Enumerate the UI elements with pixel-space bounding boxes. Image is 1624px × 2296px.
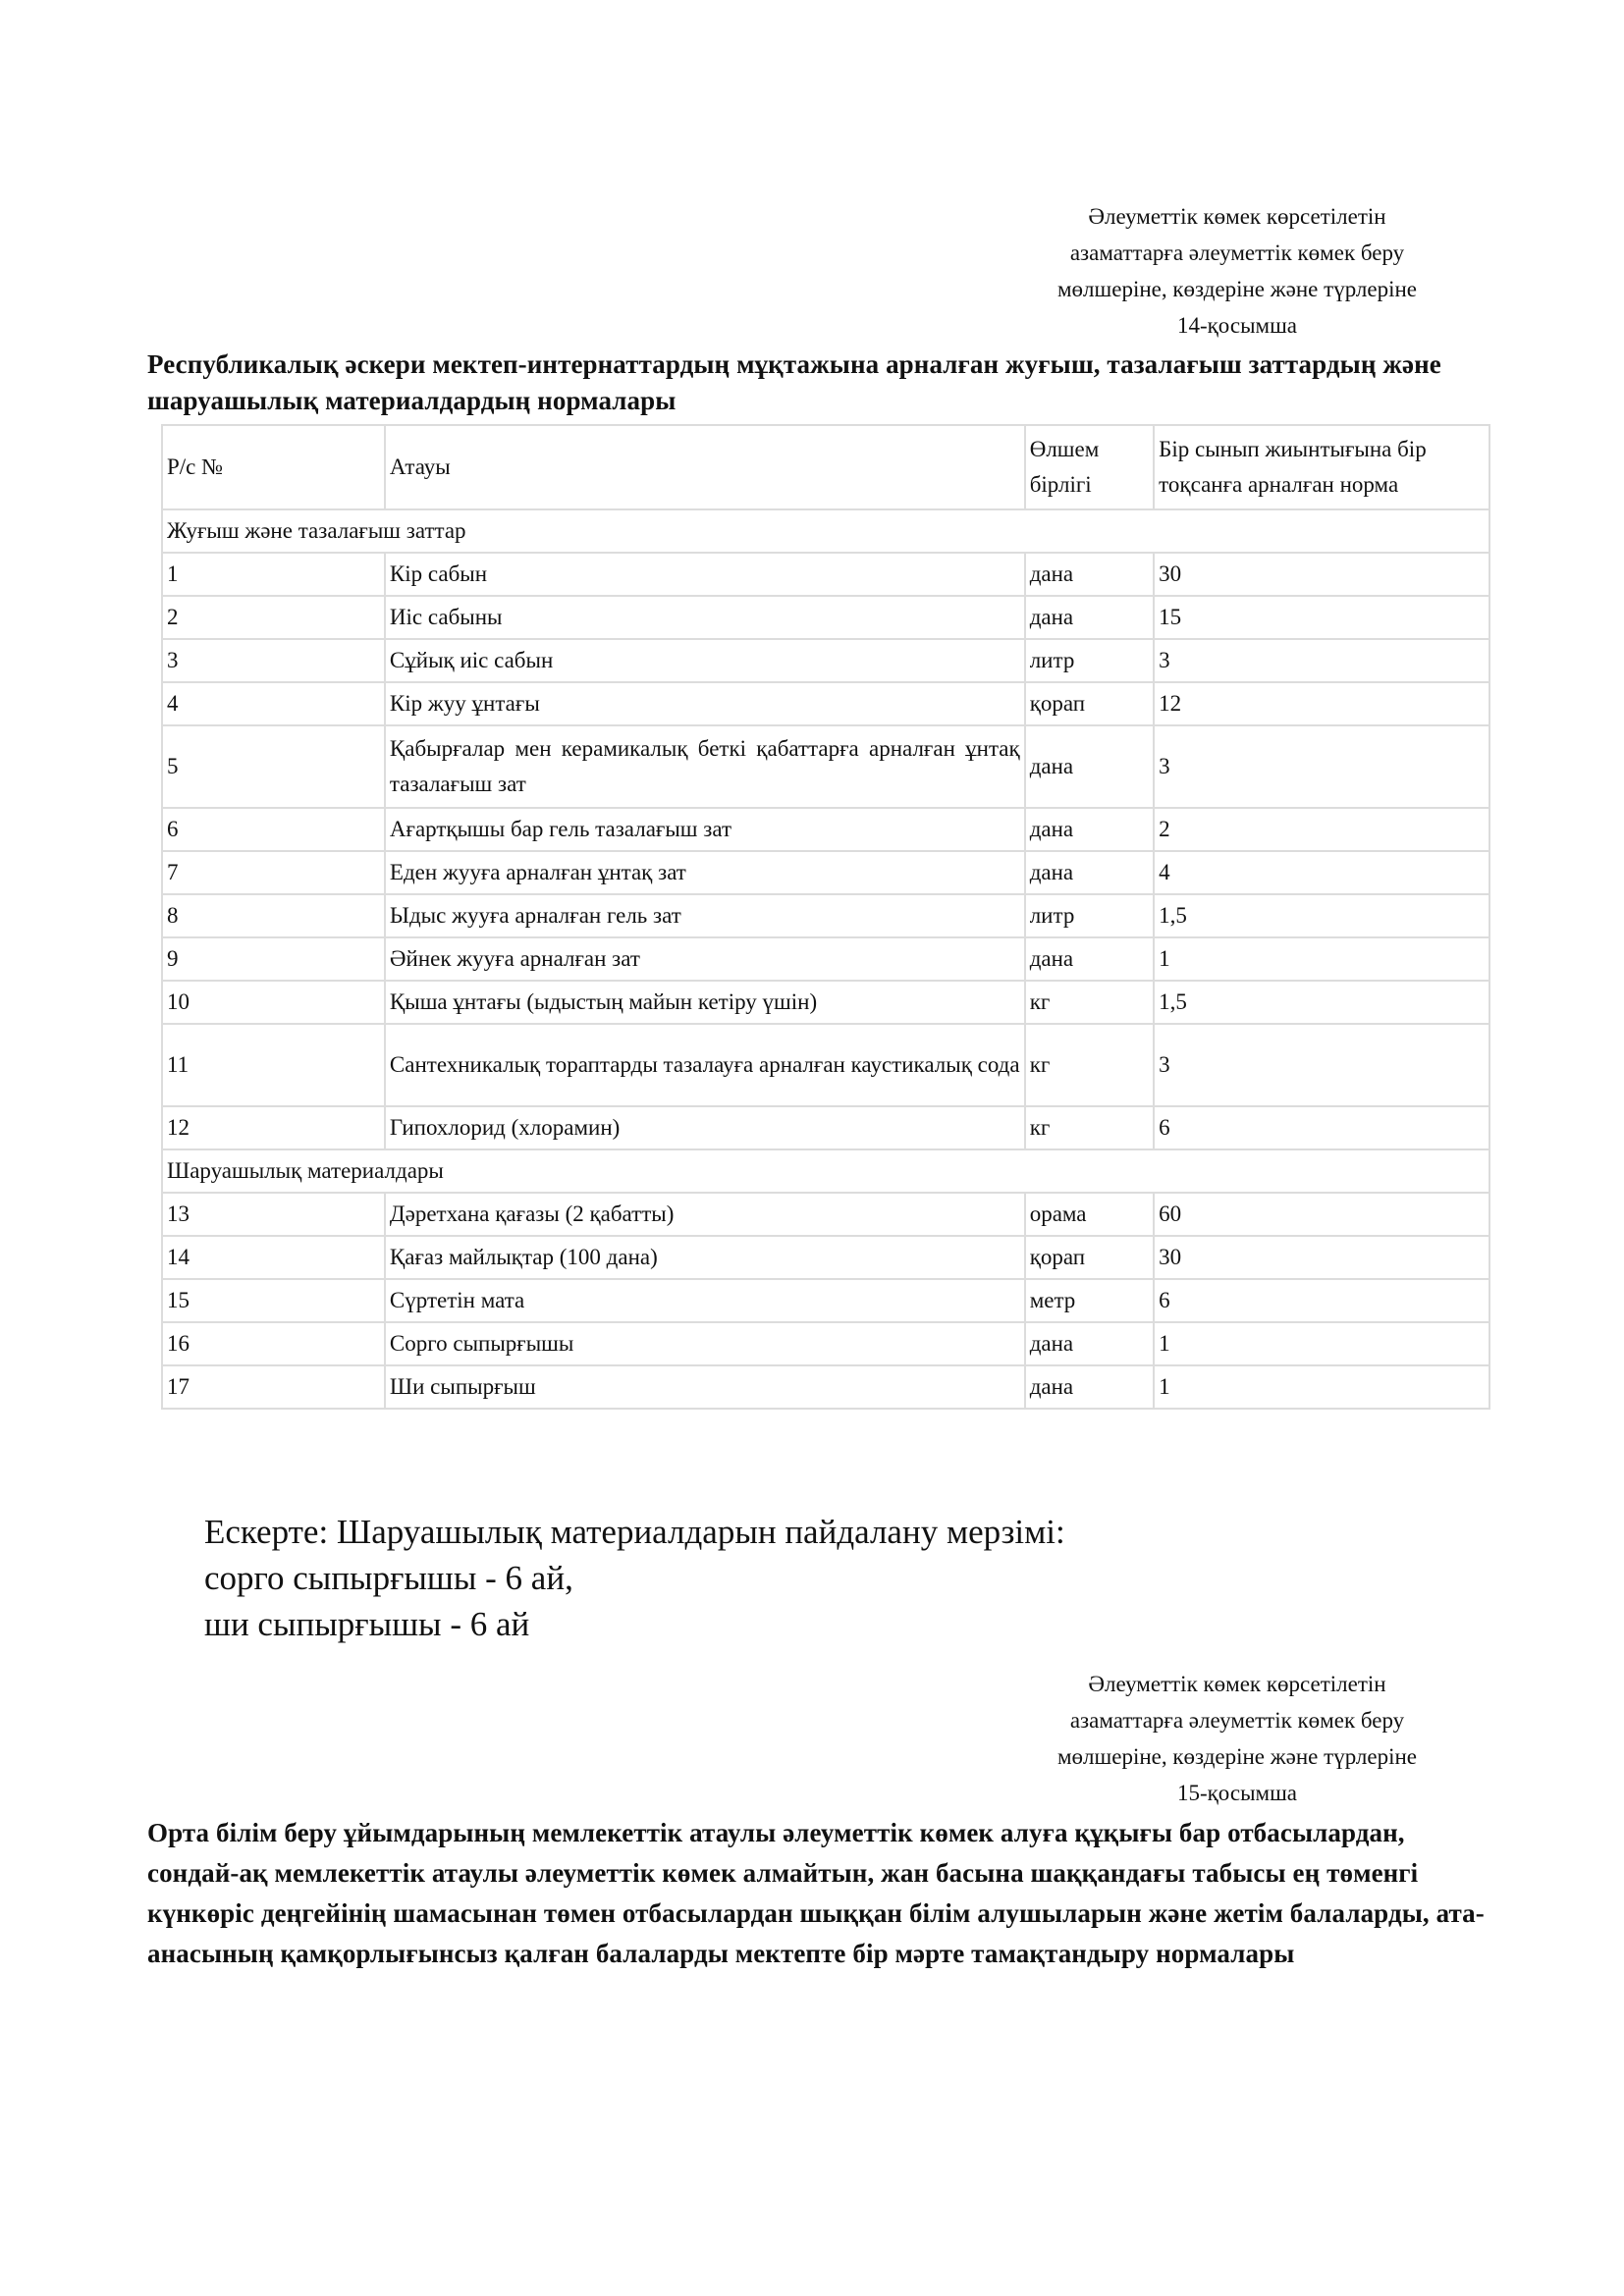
cell-name: Кір сабын bbox=[385, 553, 1025, 596]
cell-num: 4 bbox=[162, 682, 385, 725]
cell-unit: орама bbox=[1025, 1193, 1154, 1236]
cell-name: Дәретхана қағазы (2 қабатты) bbox=[385, 1193, 1025, 1236]
cell-num: 10 bbox=[162, 981, 385, 1024]
cell-num: 15 bbox=[162, 1279, 385, 1322]
table-row bbox=[162, 808, 1489, 851]
table-title: Республикалық әскери мектеп-интернаттардың мұқтажына арналған жуғыш, тазалағыш заттардың және шаруашылық материалдардың нормалары bbox=[147, 349, 1441, 415]
note bbox=[204, 1509, 1065, 1647]
table-row bbox=[162, 1024, 1489, 1106]
cell-num: 17 bbox=[162, 1365, 385, 1409]
table-row bbox=[162, 1193, 1489, 1236]
cell-unit: дана bbox=[1025, 725, 1154, 808]
table-row bbox=[162, 1365, 1489, 1409]
header-norm: Бір сынып жиынтығына бір тоқсанға арналған норма bbox=[1154, 425, 1489, 509]
table-row bbox=[162, 553, 1489, 596]
cell-unit: кг bbox=[1025, 1106, 1154, 1149]
cell-num: 3 bbox=[162, 639, 385, 682]
cell-norm: 1 bbox=[1154, 937, 1489, 981]
cell-num: 9 bbox=[162, 937, 385, 981]
note-line: Ескерте: Шаруашылық материалдарын пайдалану мерзімі: bbox=[204, 1513, 1065, 1551]
cell-name: Қағаз майлықтар (100 дана) bbox=[385, 1236, 1025, 1279]
cell-num: 5 bbox=[162, 725, 385, 808]
cell-num: 7 bbox=[162, 851, 385, 894]
cell-unit: кг bbox=[1025, 981, 1154, 1024]
cell-name: Иіс сабыны bbox=[385, 596, 1025, 639]
note-line: ши сыпырғышы - 6 ай bbox=[204, 1605, 530, 1643]
cell-norm: 2 bbox=[1154, 808, 1489, 851]
cell-unit: кг bbox=[1025, 1024, 1154, 1106]
cell-name: Еден жууға арналған ұнтақ зат bbox=[385, 851, 1025, 894]
cell-norm: 4 bbox=[1154, 851, 1489, 894]
appendix-line: Әлеуметтік көмек көрсетілетін bbox=[1088, 1672, 1386, 1696]
cell-unit: дана bbox=[1025, 851, 1154, 894]
header-num: Р/с № bbox=[162, 425, 385, 509]
appendix-line: азаматтарға әлеуметтік көмек беру bbox=[1069, 240, 1405, 265]
table-row bbox=[162, 1322, 1489, 1365]
cell-unit: литр bbox=[1025, 639, 1154, 682]
cell-name: Кір жуу ұнтағы bbox=[385, 682, 1025, 725]
norms-table bbox=[161, 424, 1490, 1410]
cell-name: Ағартқышы бар гель тазалағыш зат bbox=[385, 808, 1025, 851]
cell-unit: қорап bbox=[1025, 1236, 1154, 1279]
cell-norm: 6 bbox=[1154, 1106, 1489, 1149]
appendix-14-caption bbox=[982, 198, 1492, 344]
appendix-line: азаматтарға әлеуметтік көмек беру bbox=[1069, 1708, 1405, 1733]
cell-norm: 30 bbox=[1154, 1236, 1489, 1279]
table-row bbox=[162, 851, 1489, 894]
cell-unit: дана bbox=[1025, 1365, 1154, 1409]
cell-norm: 1 bbox=[1154, 1322, 1489, 1365]
cell-name: Қыша ұнтағы (ыдыстың майын кетіру үшін) bbox=[385, 981, 1025, 1024]
cell-norm: 1 bbox=[1154, 1365, 1489, 1409]
cell-unit: дана bbox=[1025, 1322, 1154, 1365]
table-row bbox=[162, 1279, 1489, 1322]
cell-name: Гипохлорид (хлорамин) bbox=[385, 1106, 1025, 1149]
table-row bbox=[162, 937, 1489, 981]
table-row bbox=[162, 894, 1489, 937]
cell-name: Сорго сыпырғышы bbox=[385, 1322, 1025, 1365]
cell-norm: 15 bbox=[1154, 596, 1489, 639]
appendix-line: мөлшеріне, көздеріне және түрлеріне bbox=[1057, 277, 1417, 301]
cell-norm: 60 bbox=[1154, 1193, 1489, 1236]
cell-unit: қорап bbox=[1025, 682, 1154, 725]
cell-num: 13 bbox=[162, 1193, 385, 1236]
section-row bbox=[162, 509, 1489, 553]
table-row bbox=[162, 1236, 1489, 1279]
cell-unit: метр bbox=[1025, 1279, 1154, 1322]
cell-num: 16 bbox=[162, 1322, 385, 1365]
table-row bbox=[162, 1106, 1489, 1149]
cell-name: Ыдыс жууға арналған гель зат bbox=[385, 894, 1025, 937]
table-header-row bbox=[162, 425, 1489, 509]
table-row bbox=[162, 639, 1489, 682]
header-name: Атауы bbox=[385, 425, 1025, 509]
cell-num: 12 bbox=[162, 1106, 385, 1149]
table-row bbox=[162, 682, 1489, 725]
cell-name: Әйнек жууға арналған зат bbox=[385, 937, 1025, 981]
appendix-line: мөлшеріне, көздеріне және түрлеріне bbox=[1057, 1744, 1417, 1769]
cell-name: Қабырғалар мен керамикалық беткі қабаттарға арналған ұнтақ тазалағыш зат bbox=[385, 725, 1025, 808]
header-unit: Өлшем бірлігі bbox=[1025, 425, 1154, 509]
cell-name: Сүртетін мата bbox=[385, 1279, 1025, 1322]
cell-norm: 3 bbox=[1154, 725, 1489, 808]
appendix-line: Әлеуметтік көмек көрсетілетін bbox=[1088, 204, 1386, 229]
cell-num: 11 bbox=[162, 1024, 385, 1106]
section-title: Жуғыш және тазалағыш заттар bbox=[162, 509, 1489, 553]
cell-norm: 3 bbox=[1154, 1024, 1489, 1106]
table-row bbox=[162, 596, 1489, 639]
cell-num: 2 bbox=[162, 596, 385, 639]
cell-unit: дана bbox=[1025, 937, 1154, 981]
cell-num: 8 bbox=[162, 894, 385, 937]
cell-name: Ши сыпырғыш bbox=[385, 1365, 1025, 1409]
cell-unit: дана bbox=[1025, 553, 1154, 596]
cell-name: Сұйық иіс сабын bbox=[385, 639, 1025, 682]
cell-unit: дана bbox=[1025, 808, 1154, 851]
cell-unit: литр bbox=[1025, 894, 1154, 937]
note-line: сорго сыпырғышы - 6 ай, bbox=[204, 1559, 573, 1597]
cell-unit: дана bbox=[1025, 596, 1154, 639]
cell-norm: 1,5 bbox=[1154, 981, 1489, 1024]
section-title: Шаруашылық материалдары bbox=[162, 1149, 1489, 1193]
appendix-number: 15-қосымша bbox=[1176, 1781, 1298, 1805]
table-row bbox=[162, 981, 1489, 1024]
section-title: Орта білім беру ұйымдарының мемлекеттік атаулы әлеуметтік көмек алуға құқығы бар отбасылардан, сондай-ақ мемлекеттік атаулы әлеуметтік көмек алмайтын, жан басына шаққандағы табысы ең төменгі күнкөріс деңгейінің шамасынан төмен отбасылардан шыққан білім алушыларын және жетім балаларды, ата-анасының қамқорлығынсыз қалған балаларды мектепте бір мәрте тамақтандыру нормалары bbox=[147, 1818, 1485, 1968]
cell-norm: 3 bbox=[1154, 639, 1489, 682]
appendix-15-caption bbox=[982, 1666, 1492, 1811]
cell-norm: 1,5 bbox=[1154, 894, 1489, 937]
appendix-number: 14-қосымша bbox=[1176, 313, 1298, 338]
cell-norm: 12 bbox=[1154, 682, 1489, 725]
cell-norm: 30 bbox=[1154, 553, 1489, 596]
cell-name: Сантехникалық тораптарды тазалауға арналған каустикалық сода bbox=[385, 1024, 1025, 1106]
table-row bbox=[162, 725, 1489, 808]
cell-num: 6 bbox=[162, 808, 385, 851]
cell-num: 14 bbox=[162, 1236, 385, 1279]
cell-num: 1 bbox=[162, 553, 385, 596]
section-row bbox=[162, 1149, 1489, 1193]
cell-norm: 6 bbox=[1154, 1279, 1489, 1322]
